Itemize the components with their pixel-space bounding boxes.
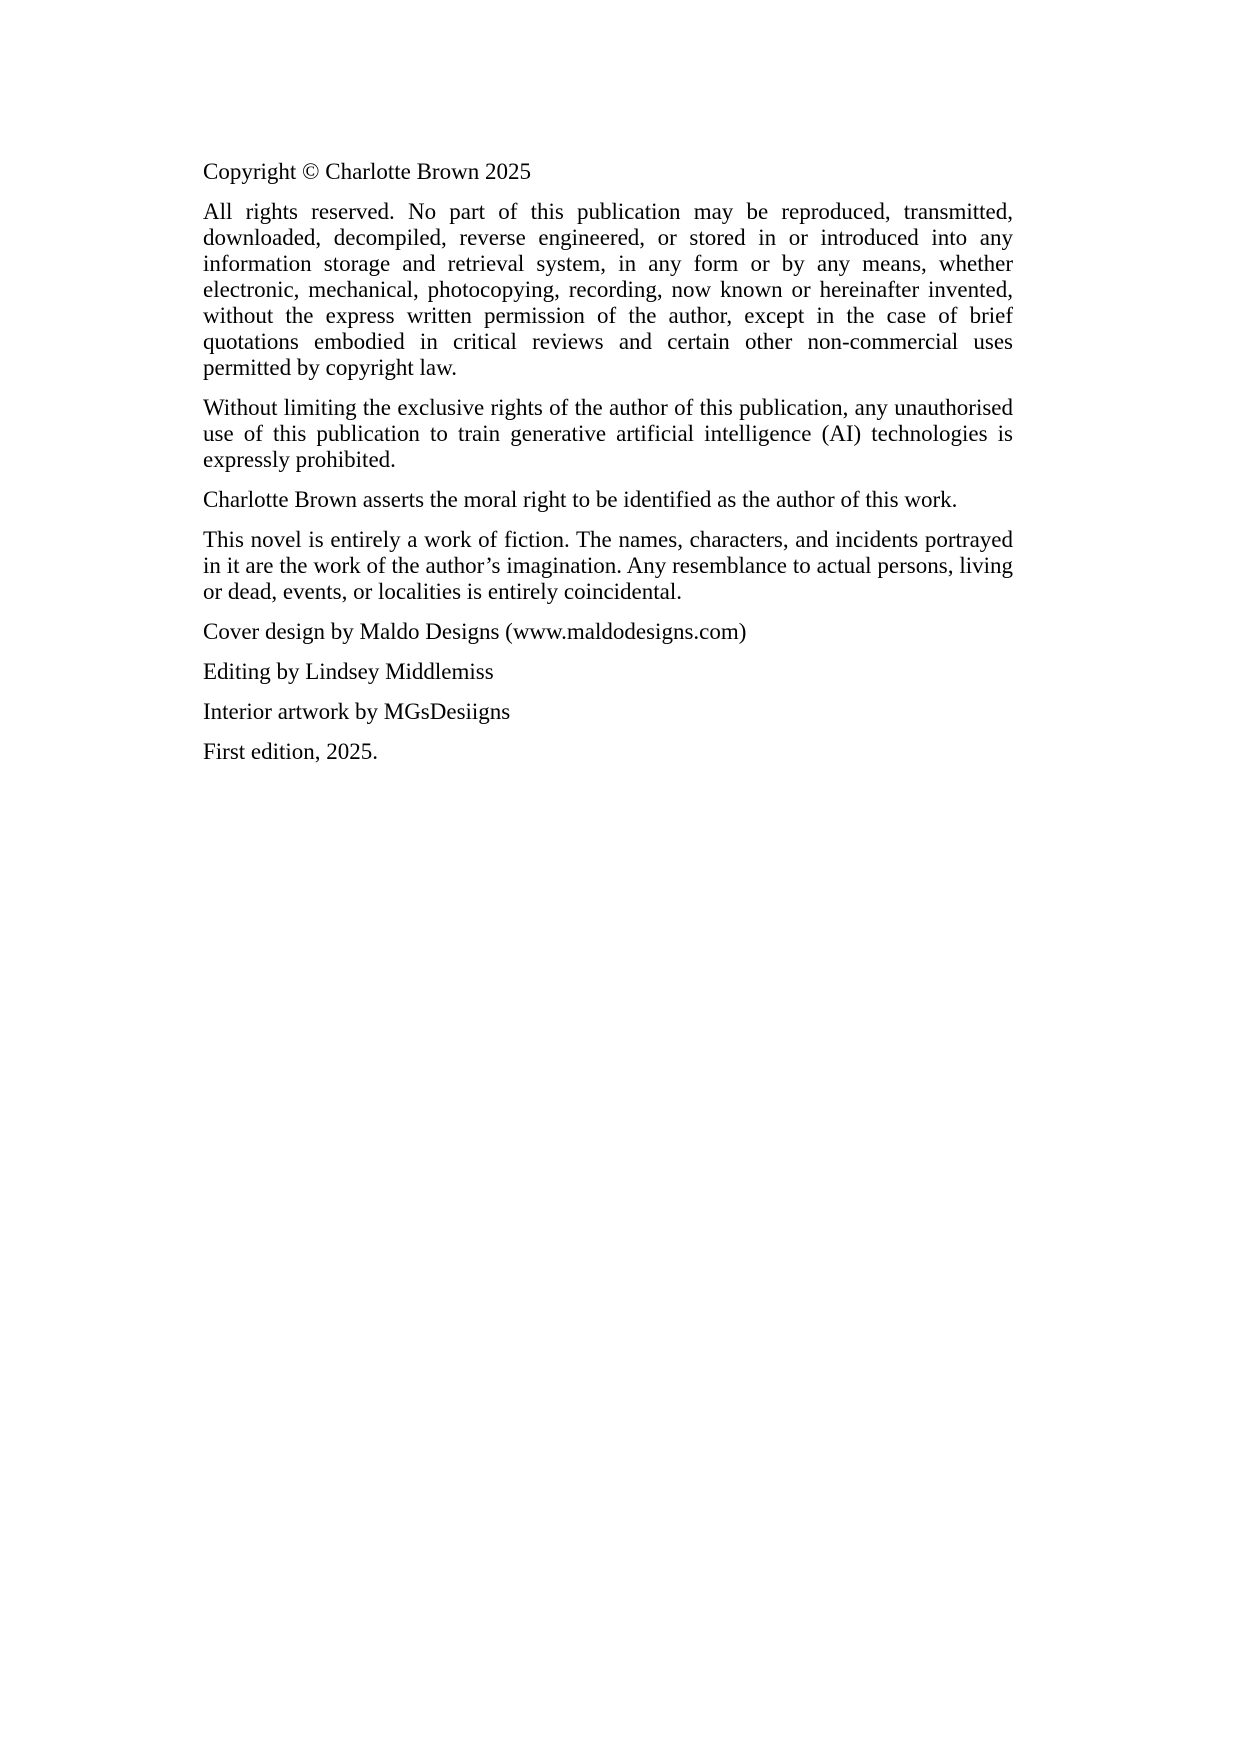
interior-artwork-credit-line: Interior artwork by MGsDesiigns — [203, 699, 511, 724]
copyright-line: Copyright © Charlotte Brown 2025 — [203, 159, 531, 184]
cover-design-credit-line: Cover design by Maldo Designs (www.maldodesigns.com) — [203, 619, 747, 644]
moral-right-line: Charlotte Brown asserts the moral right to be identified as the author of this work. — [203, 487, 958, 512]
editing-credit-line: Editing by Lindsey Middlemiss — [203, 659, 494, 684]
ai-clause-paragraph: Without limiting the exclusive rights of the author of this publication, any unauthorised use of this publication to train generative artificial intelligence (AI) technologies is expressly prohibited. — [203, 395, 1013, 472]
fiction-disclaimer-paragraph: This novel is entirely a work of fiction. The names, characters, and incidents portrayed in it are the work of the author’s imagination. Any resemblance to actual persons, living or dead, events, or localities is entirely coincidental. — [203, 527, 1013, 604]
edition-line: First edition, 2025. — [203, 739, 379, 764]
rights-reserved-paragraph: All rights reserved. No part of this publication may be reproduced, transmitted, downloaded, decompiled, reverse engineered, or stored in or introduced into any information storage and retrieval system, in any form or by any means, whether electronic, mechanical, photocopying, recording, now known or hereinafter invented, without the express written permission of the author, except in the case of brief quotations embodied in critical reviews and certain other non-commercial uses permitted by copyright law. — [203, 199, 1013, 380]
